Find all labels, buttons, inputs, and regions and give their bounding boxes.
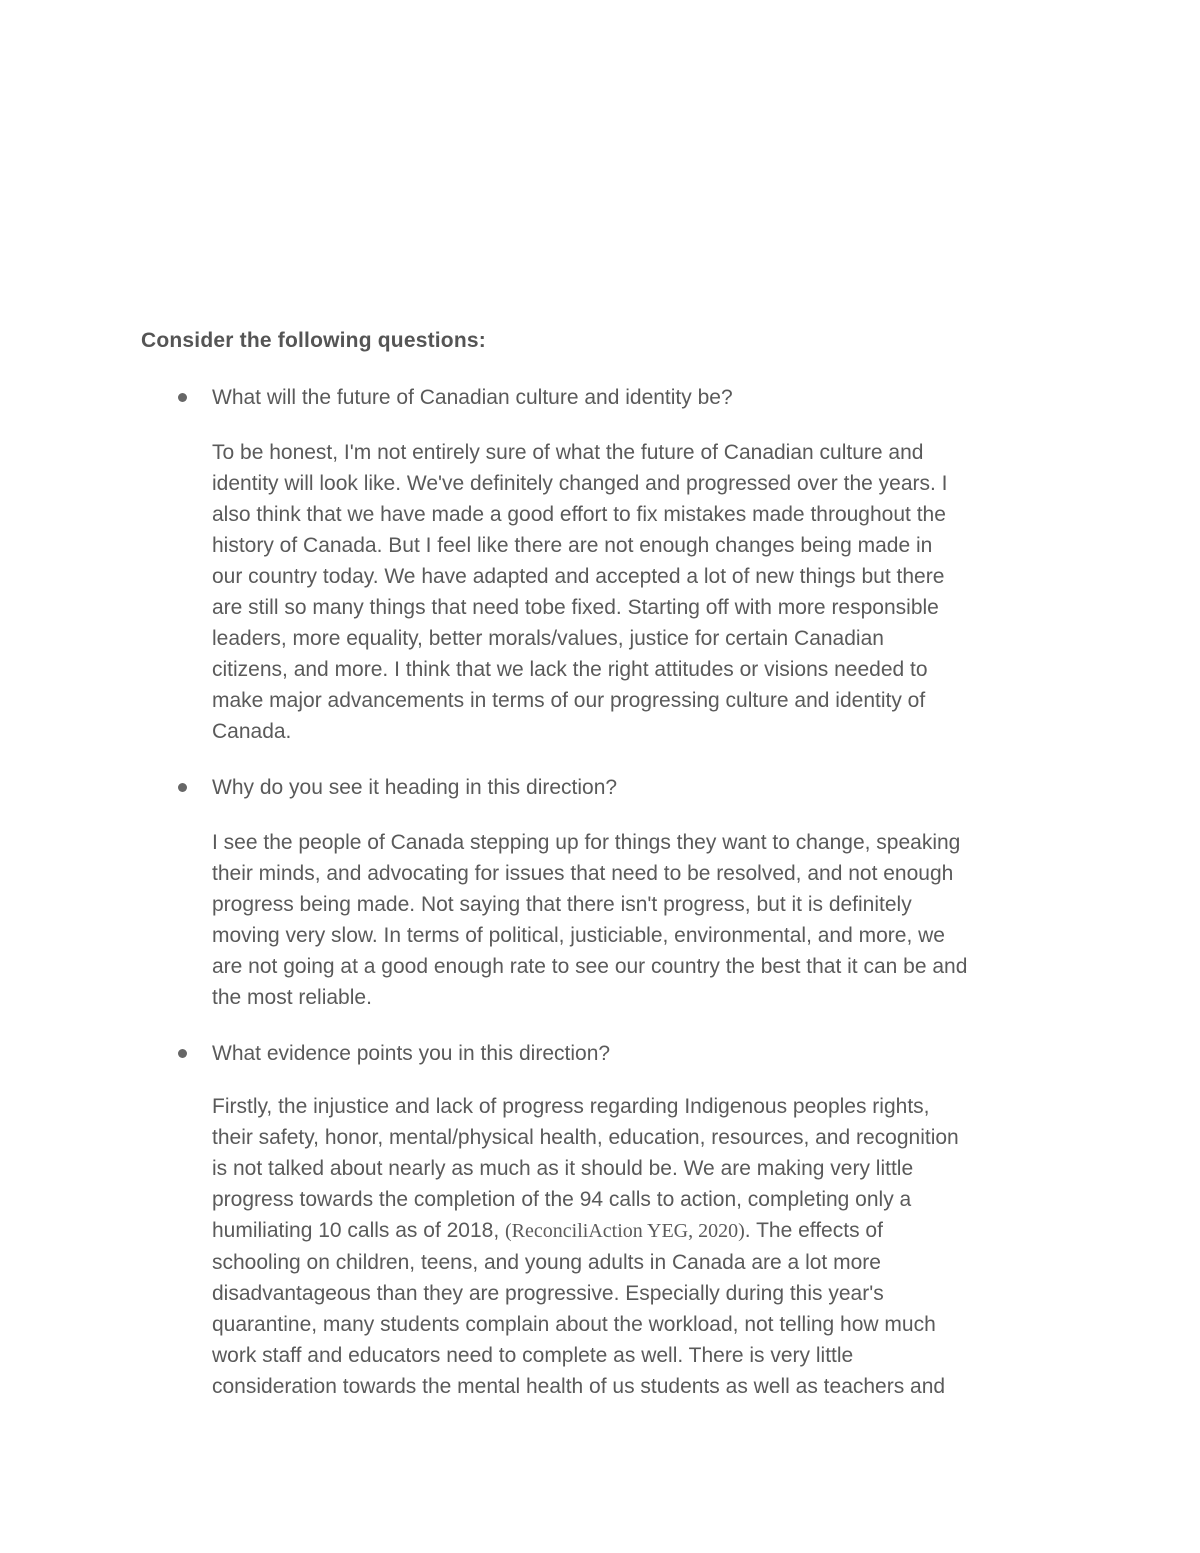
cite-line-post: . The effects of (744, 1219, 883, 1242)
section-heading: Consider the following questions: (141, 329, 486, 352)
answer-line: Firstly, the injustice and lack of progress regarding Indigenous peoples rights, (212, 1095, 930, 1118)
answer-line: I see the people of Canada stepping up for things they want to change, speaking (212, 831, 961, 854)
answer-line: schooling on children, teens, and young adults in Canada are a lot more (212, 1251, 881, 1274)
answer-line: the most reliable. (212, 986, 372, 1009)
answer-line: history of Canada. But I feel like there are not enough changes being made in (212, 534, 933, 557)
answer-line: citizens, and more. I think that we lack the right attitudes or visions needed to (212, 658, 928, 681)
answer-3 (212, 1091, 1072, 1402)
answer-line: make major advancements in terms of our progressing culture and identity of (212, 689, 926, 712)
answer-line: Canada. (212, 720, 292, 743)
answer-line: progress being made. Not saying that there isn't progress, but it is definitely (212, 893, 912, 916)
answer-line: progress towards the completion of the 94 calls to action, completing only a (212, 1188, 912, 1211)
bullet-icon (178, 783, 187, 792)
answer-line: also think that we have made a good effort to fix mistakes made throughout the (212, 503, 946, 526)
answer-line: disadvantageous than they are progressive. Especially during this year's (212, 1282, 884, 1305)
answer-2 (212, 827, 1072, 1013)
answer-line: leaders, more equality, better morals/values, justice for certain Canadian (212, 627, 884, 650)
answer-line: are not going at a good enough rate to see our country the best that it can be and (212, 955, 968, 978)
question-2: Why do you see it heading in this direction? (212, 776, 618, 799)
answer-line: quarantine, many students complain about the workload, not telling how much (212, 1313, 936, 1336)
answer-line: is not talked about nearly as much as it should be. We are making very little (212, 1157, 914, 1180)
answer-line: moving very slow. In terms of political, justiciable, environmental, and more, we (212, 924, 945, 947)
answer-line: consideration towards the mental health of us students as well as teachers and (212, 1375, 946, 1398)
answer-line: work staff and educators need to complete as well. There is very little (212, 1344, 854, 1367)
answer-line-citation (212, 1215, 1072, 1247)
answer-line: are still so many things that need tobe fixed. Starting off with more responsible (212, 596, 939, 619)
answer-line: their safety, honor, mental/physical health, education, resources, and recognition (212, 1126, 959, 1149)
answer-line: To be honest, I'm not entirely sure of what the future of Canadian culture and (212, 441, 924, 464)
answer-1 (212, 437, 1072, 747)
citation: (ReconciliAction YEG, 2020) (505, 1220, 745, 1242)
bullet-icon (178, 393, 187, 402)
answer-line: identity will look like. We've definitely changed and progressed over the years. I (212, 472, 948, 495)
answer-line: their minds, and advocating for issues that need to be resolved, and not enough (212, 862, 954, 885)
question-1: What will the future of Canadian culture and identity be? (212, 386, 733, 409)
bullet-icon (178, 1049, 187, 1058)
answer-line: our country today. We have adapted and accepted a lot of new things but there (212, 565, 945, 588)
question-3: What evidence points you in this direction? (212, 1042, 611, 1065)
cite-line-pre: humiliating 10 calls as of 2018, (212, 1219, 506, 1242)
